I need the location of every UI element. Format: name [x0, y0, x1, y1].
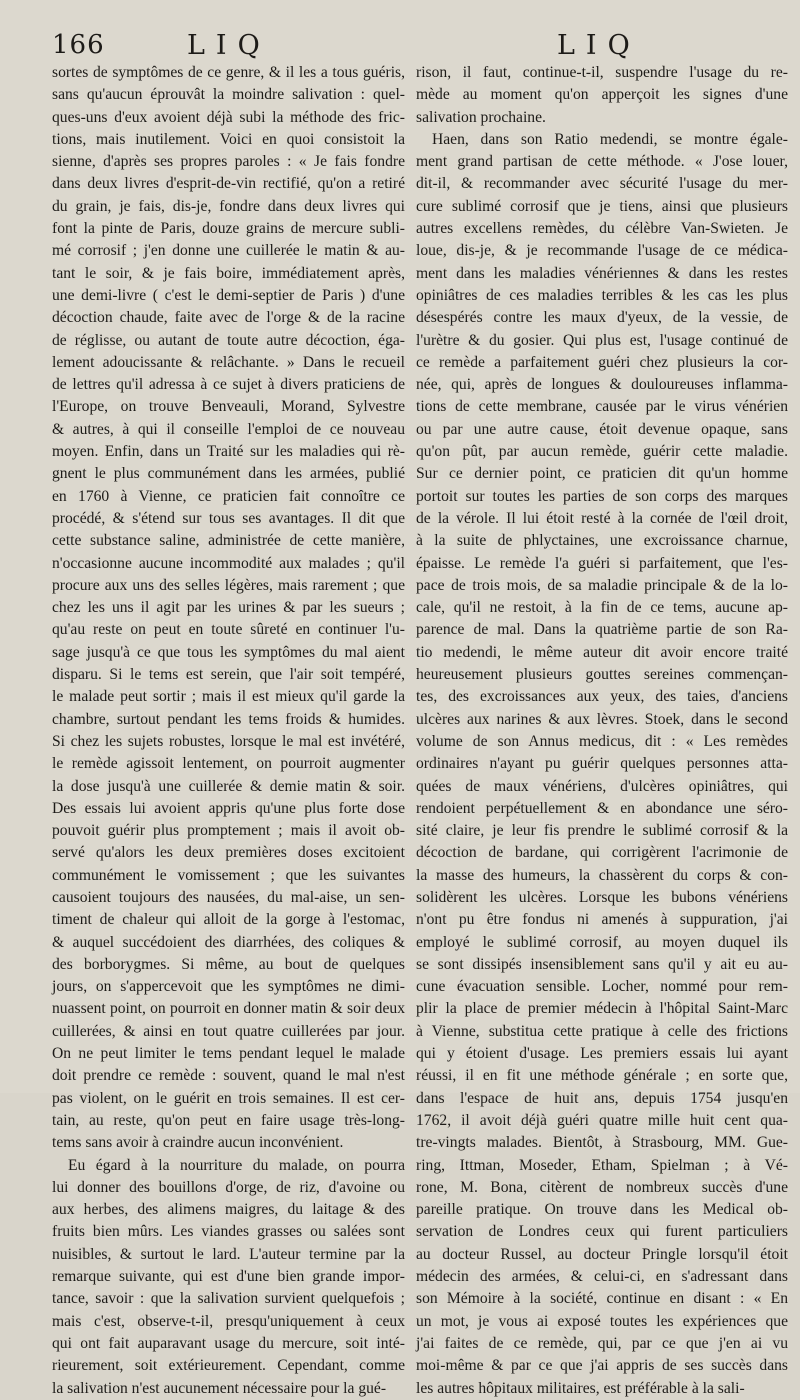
- text-line: Eu égard à la nourriture du malade, on pourra: [68, 1156, 405, 1174]
- text-line: tre-vingts malades. Bientôt, à Strasbourg, MM. Gue-: [416, 1134, 788, 1152]
- text-line: au docteur Russel, au docteur Pringle lorsqu'il étoit: [416, 1245, 788, 1263]
- text-line: ques-uns d'eux avoient déjà subi la méthode des fric-: [52, 108, 405, 126]
- text-line: tems sans avoir à craindre aucun inconvénient.: [52, 1134, 344, 1152]
- text-line: tio medendi, le même auteur dit avoir encore traité: [416, 643, 788, 661]
- text-line: cette substance saline, administrée de cette manière,: [52, 532, 405, 550]
- text-line: nuisibles, & surtout le lard. L'auteur termine par la: [52, 1245, 405, 1263]
- text-line: tant le soir, & je fais boire, immédiatement après,: [52, 264, 405, 282]
- text-line: communément le vomissement ; que les suivantes: [52, 866, 405, 884]
- text-line: dans l'espace de huit ans, depuis 1754 jusqu'en: [416, 1089, 788, 1107]
- text-line: un mot, je vous ai exposé toutes les expériences que: [416, 1312, 788, 1330]
- text-line: tions de cette membrane, causée par le virus vénérien: [416, 398, 788, 416]
- text-line: qui ont fait auparavant usage du mercure, soit inté-: [52, 1334, 405, 1352]
- text-line: dit-il, & recommander avec sécurité l'usage du mer-: [416, 175, 788, 193]
- text-line: les autres hôpitaux militaires, est préférable à la sali-: [416, 1379, 745, 1397]
- text-line: plir la place de premier médecin à l'hôpital Saint-Marc: [416, 1000, 788, 1018]
- text-line: remarque suivante, qui est d'une bien grande impor-: [52, 1268, 405, 1286]
- text-line: ulcères aux narines & aux lèvres. Stoek, dans le second: [416, 710, 788, 728]
- text-line: parence de mal. Dans la quatrième partie de son Ra-: [416, 621, 788, 639]
- text-line: pas violent, on le guérit en trois semaines. Il est cer-: [52, 1089, 405, 1107]
- text-line: ment dans les maladies vénériennes & dans les restes: [416, 264, 788, 282]
- text-line: mède au moment qu'on apperçoit les signes d'une: [416, 86, 788, 104]
- text-line: se sont dissipés insensiblement sans qu'il y ait eu au-: [416, 955, 788, 973]
- text-line: une demi-livre ( c'est le demi-septier de Paris ) d'une: [52, 286, 405, 304]
- text-line: solidèrent les ulcères. Lorsque les bubons vénériens: [416, 888, 788, 906]
- text-line: mais c'est, observe-t-il, presqu'uniquement à ceux: [52, 1312, 405, 1330]
- text-line: Si chez les sujets robustes, lorsque le mal est invétéré,: [52, 732, 405, 750]
- text-line: heureusement plusieurs gouttes sereines commençan-: [416, 666, 788, 684]
- text-line: opiniâtres de ces maladies terribles & les cas les plus: [416, 286, 788, 304]
- text-line: j'ai faites de ce remède, qui, par ce que j'en ai vu: [416, 1334, 788, 1352]
- text-line: sité claire, je leur fis prendre le sublimé corrosif & la: [416, 822, 788, 840]
- text-line: cure sublimé corrosif que je tiens, ainsi que plusieurs: [416, 197, 788, 215]
- page-number: 166: [52, 30, 105, 60]
- text-line: son Mémoire à la société, continue en disant : « En: [416, 1290, 788, 1308]
- text-line: font la pinte de Paris, douze grains de mercure subli-: [52, 220, 405, 238]
- text-line: sage jusqu'à ce que tous les symptômes du mal aient: [52, 643, 405, 661]
- text-line: fruits bien mûrs. Les viandes grasses ou salées sont: [52, 1223, 405, 1241]
- text-line: n'ont pu être fondus ni amenés à suppuration, j'ai: [416, 911, 788, 929]
- text-line: tance, savoir : que la salivation survient quelquefois ;: [52, 1290, 405, 1308]
- text-line: pace de trois mois, de sa maladie principale & de la lo-: [416, 576, 788, 594]
- text-line: jours, on s'appercevoit que les symptômes ne dimi-: [52, 978, 405, 996]
- text-line: à la suite de phlyctaines, une excroissance charnue,: [416, 532, 788, 550]
- text-line: qu'on pût, par aucun remède, guérir cette maladie.: [416, 443, 788, 461]
- text-line: à Vienne, substitua cette pratique à celle des frictions: [416, 1022, 788, 1040]
- text-line: Haen, dans son Ratio medendi, se montre égale-: [432, 130, 788, 148]
- text-line: & autres, à qui il conseille l'emploi de ce nouveau: [52, 420, 405, 438]
- text-line: ment grand partisan de cette méthode. « J'ose louer,: [416, 153, 788, 171]
- text-line: sans qu'aucun éprouvât la moindre salivation : quel-: [52, 86, 405, 104]
- text-line: dans deux livres d'esprit-de-vin rectifié, qu'on a retiré: [52, 175, 405, 193]
- text-line: procédé, & s'étend sur tous ses avantages. Il dit que: [52, 509, 405, 527]
- text-line: procure aux uns des selles légères, mais rarement ; que: [52, 576, 405, 594]
- text-line: loue, dis-je, & je recommande l'usage de ce médica-: [416, 242, 788, 260]
- text-line: pareille pratique. On trouve dans les Medical ob-: [416, 1201, 788, 1219]
- text-line: du grain, je fais, dis-je, fondre dans deux livres qui: [52, 197, 405, 215]
- right-running-head: LIQ: [557, 30, 641, 61]
- text-line: aux herbes, des alimens maigres, du laitage & des: [52, 1201, 405, 1219]
- text-line: salivation prochaine.: [416, 108, 546, 126]
- right-column: [416, 62, 788, 1400]
- text-line: doit prendre ce remède : souvent, quand le mal n'est: [52, 1067, 405, 1085]
- text-line: qui y étoient d'usage. Les premiers essais lui ayant: [416, 1045, 788, 1063]
- text-line: timent de chaleur qui alloit de la gorge à l'estomac,: [52, 911, 405, 929]
- text-line: ou par une autre cause, étoit devenue opaque, sans: [416, 420, 788, 438]
- text-line: sienne, d'après ses propres paroles : « Je fais fondre: [52, 153, 405, 171]
- text-line: lui donner des bouillons d'orge, de riz, d'avoine ou: [52, 1178, 405, 1196]
- text-line: causoient toujours des nausées, du mal-aise, un sen-: [52, 888, 405, 906]
- text-line: épaisse. Le remède l'a guéri si parfaitement, que l'es-: [416, 554, 788, 572]
- text-line: l'Europe, on trouve Benveauli, Morand, Sylvestre: [52, 398, 405, 416]
- text-line: disparu. Si le tems est serein, que l'air soit tempéré,: [52, 666, 405, 684]
- text-line: tain, au reste, qu'on peut en faire usage très-long-: [52, 1111, 405, 1129]
- text-line: moyen. Enfin, dans un Traité sur les maladies qui rè-: [52, 443, 405, 461]
- text-line: le remède agissoit lentement, on pourroit augmenter: [52, 755, 405, 773]
- text-line: rendoient perpétuellement & en abondance une séro-: [416, 799, 788, 817]
- text-line: nuassent point, on pourroit en donner matin & soir deux: [52, 1000, 405, 1018]
- left-column: [52, 62, 405, 1400]
- text-line: ordinaires n'ayant pu guérir quelques personnes atta-: [416, 755, 788, 773]
- text-line: tes, des excroissances aux yeux, des taies, d'anciens: [416, 688, 788, 706]
- text-line: rieurement, soit extérieurement. Cependant, comme: [52, 1357, 405, 1375]
- text-line: quées de maux vénériens, d'ulcères opiniâtres, qui: [416, 777, 788, 795]
- text-line: qu'au reste on peut en toute sûreté en continuer l'u-: [52, 621, 405, 639]
- text-line: en 1760 à Vienne, ce praticien fait connoître ce: [52, 487, 405, 505]
- text-line: ce remède a parfaitement guéri chez plusieurs la cor-: [416, 353, 788, 371]
- page-header: [0, 30, 800, 66]
- text-line: des borborygmes. Si même, au bout de quelques: [52, 955, 405, 973]
- text-line: volume de son Annus medicus, dit : « Les remèdes: [416, 732, 788, 750]
- text-line: née, qui, après de longues & douloureuses inflamma-: [416, 376, 788, 394]
- text-line: médecin des armées, & celui-ci, en s'adressant dans: [416, 1268, 788, 1286]
- text-line: tions, mais inutilement. Voici en quoi consistoit la: [52, 130, 405, 148]
- text-line: cale, qu'il ne restoit, à la fin de ce tems, aucune ap-: [416, 599, 788, 617]
- text-line: chambre, surtout pendant les tems froids & humides.: [52, 710, 405, 728]
- left-running-head: LIQ: [187, 30, 271, 61]
- text-line: réussi, il en fit une méthode générale ; en sorte que,: [416, 1067, 788, 1085]
- text-line: rison, il faut, continue-t-il, suspendre l'usage du re-: [416, 64, 788, 81]
- text-line: Sur ce dernier point, ce praticien dit qu'un homme: [416, 465, 788, 483]
- text-line: n'occasionne aucune incommodité aux malades ; qu'il: [52, 554, 405, 572]
- text-line: portoit sur toutes les parties de son corps des marques: [416, 487, 788, 505]
- text-line: pouvoit guérir plus promptement ; mais il avoit ob-: [52, 822, 405, 840]
- text-line: la salivation n'est aucunement nécessaire pour la gué-: [52, 1379, 387, 1397]
- text-line: sortes de symptômes de ce genre, & il les a tous guéris,: [52, 64, 405, 81]
- text-line: la dose jusqu'à une cuillerée & demie matin & soir.: [52, 777, 405, 795]
- text-line: Des essais lui avoient appris qu'une plus forte dose: [52, 799, 405, 817]
- text-line: mé corrosif ; j'en donne une cuillerée le matin & au-: [52, 242, 405, 260]
- text-line: gnent le plus communément dans les armées, publié: [52, 465, 405, 483]
- text-line: l'urètre & du gosier. Qui plus est, l'usage continué de: [416, 331, 788, 349]
- column-gutter: [408, 66, 409, 1066]
- text-line: & auquel succédoient des diarrhées, des coliques &: [52, 933, 405, 951]
- text-line: le malade peut sortir ; mais il est mieux qu'il garde la: [52, 688, 405, 706]
- text-line: moi-même & par ce que j'ai appris de ses succès dans: [416, 1357, 788, 1375]
- text-line: de lettres qu'il adressa à ce sujet à divers praticiens de: [52, 376, 405, 394]
- text-line: désespérés contre les maux d'yeux, de la vessie, de: [416, 309, 788, 327]
- text-line: rone, M. Bona, citèrent de nombreux succès d'une: [416, 1178, 788, 1196]
- text-line: décoction chaude, faite avec de l'orge & de la racine: [52, 309, 405, 327]
- text-line: de réglisse, ou autant de toute autre décoction, éga-: [52, 331, 405, 349]
- text-line: cune évacuation sensible. Locher, nommé pour rem-: [416, 978, 788, 996]
- text-line: décoction de bardane, qui corrigèrent l'acrimonie de: [416, 844, 788, 862]
- text-line: employé le sublimé corrosif, au moyen duquel ils: [416, 933, 788, 951]
- text-line: lement adoucissante & relâchante. » Dans le recueil: [52, 353, 405, 371]
- text-line: On ne peut limiter le tems pendant lequel le malade: [52, 1045, 405, 1063]
- text-line: de la vérole. Il lui étoit resté à la cornée de l'œil droit,: [416, 509, 788, 527]
- text-line: servation de Londres ceux qui furent particuliers: [416, 1223, 788, 1241]
- text-line: autres excellens remèdes, du célèbre Van-Swieten. Je: [416, 220, 788, 238]
- text-line: servé qu'alors les deux premières doses excitoient: [52, 844, 405, 862]
- text-line: ring, Ittman, Moseder, Etham, Spielman ; à Vé-: [416, 1156, 788, 1174]
- text-line: la masse des humeurs, la chassèrent du corps & con-: [416, 866, 788, 884]
- text-line: 1762, il avoit déjà guéri quatre mille huit cent qua-: [416, 1111, 788, 1129]
- text-line: chez les uns il agit par les urines & par les sueurs ;: [52, 599, 405, 617]
- text-line: cuillerées, & ainsi en tout quatre cuillerées par jour.: [52, 1022, 405, 1040]
